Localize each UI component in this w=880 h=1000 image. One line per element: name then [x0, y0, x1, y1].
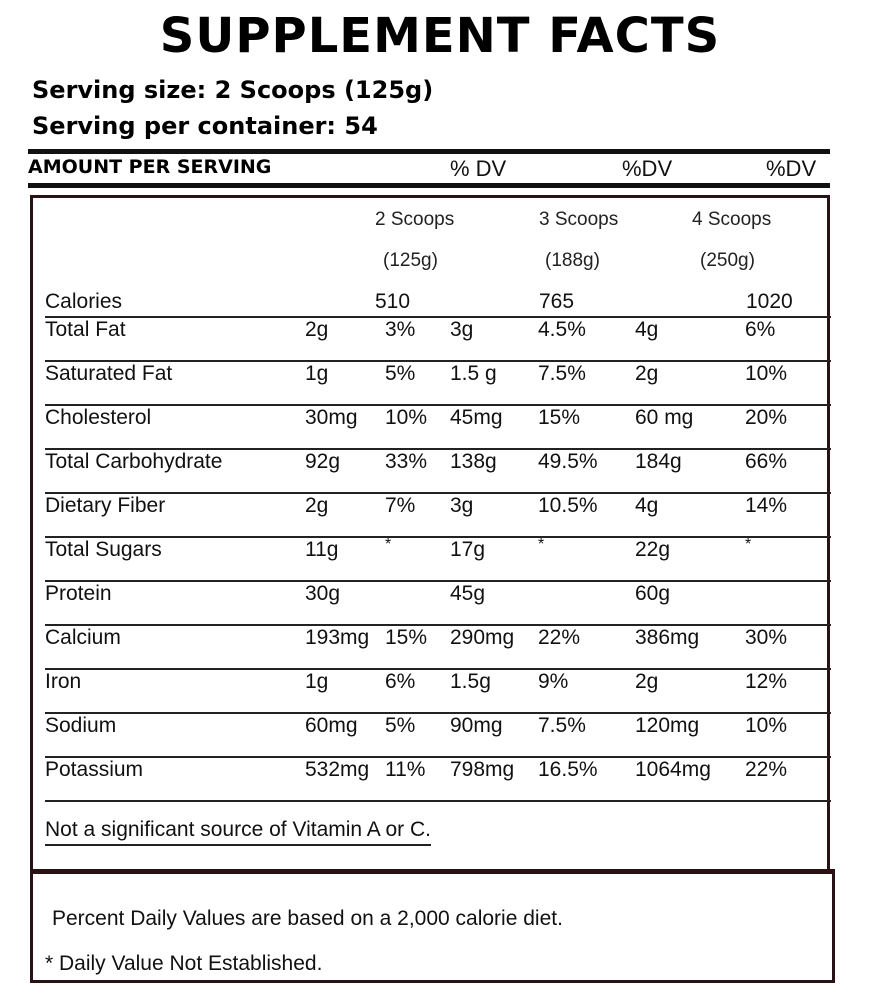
amount-cell: 184g: [635, 450, 682, 473]
dv-cell: 4.5%: [538, 318, 586, 341]
amount-cell: 798mg: [450, 758, 515, 781]
amount-cell: 30mg: [305, 406, 358, 429]
amount-cell: 1g: [305, 670, 329, 693]
amount-cell: 4g: [635, 494, 659, 517]
nutrient-name: Saturated Fat: [45, 362, 173, 385]
page-title: SUPPLEMENT FACTS: [159, 8, 721, 64]
dv-cell: 5%: [385, 714, 416, 737]
table-row: [45, 580, 831, 626]
dv-cell: 16.5%: [538, 758, 598, 781]
column-header-4-scoops: 4 Scoops: [692, 209, 772, 230]
column-header-2-scoops: 2 Scoops: [375, 209, 455, 230]
amount-cell: 2g: [635, 362, 659, 385]
dv-cell: 33%: [385, 450, 428, 473]
nutrient-name: Potassium: [45, 758, 144, 781]
table-row: [45, 536, 831, 582]
amount-cell: 92g: [305, 450, 341, 473]
dv-cell: *: [538, 536, 545, 553]
nutrient-name: Dietary Fiber: [45, 494, 166, 517]
amount-cell: 120mg: [635, 714, 700, 737]
dv-header-1: % DV: [450, 156, 507, 181]
amount-cell: 3g: [450, 494, 474, 517]
dv-cell: 22%: [745, 758, 788, 781]
amount-cell: 1g: [305, 362, 329, 385]
dv-header-3: %DV: [766, 156, 817, 181]
nutrient-name: Sodium: [45, 714, 117, 737]
nutrient-name: Protein: [45, 582, 112, 605]
dv-cell: 10.5%: [538, 494, 598, 517]
dv-cell: 30%: [745, 626, 788, 649]
table-row: [45, 448, 831, 494]
calories-value-3-scoops: 765: [539, 290, 575, 313]
dv-cell: 15%: [538, 406, 581, 429]
amount-cell: 60 mg: [635, 406, 694, 429]
amount-cell: 1064mg: [635, 758, 711, 781]
footnote-daily-values: Percent Daily Values are based on a 2,000 calorie diet.: [52, 907, 563, 930]
table-row: [45, 360, 831, 406]
table-row: [45, 492, 831, 538]
column-header-3-scoops: 3 Scoops: [539, 209, 619, 230]
amount-header-row: [28, 156, 830, 182]
dv-cell: 5%: [385, 362, 416, 385]
dv-cell: 3%: [385, 318, 416, 341]
dv-cell: 49.5%: [538, 450, 598, 473]
amount-cell: 532mg: [305, 758, 370, 781]
dv-cell: 6%: [745, 318, 776, 341]
dv-cell: 9%: [538, 670, 569, 693]
dv-cell: 12%: [745, 670, 788, 693]
dv-header-2: %DV: [622, 156, 673, 181]
amount-cell: 17g: [450, 538, 486, 561]
calories-value-4-scoops: 1020: [746, 290, 793, 313]
divider-top: [28, 149, 830, 154]
amount-cell: 1.5g: [450, 670, 491, 693]
amount-cell: 2g: [305, 318, 329, 341]
amount-cell: 386mg: [635, 626, 700, 649]
nutrient-name: Cholesterol: [45, 406, 152, 429]
amount-per-serving-label: AMOUNT PER SERVING: [28, 156, 272, 178]
dv-cell: 22%: [538, 626, 581, 649]
amount-cell: 193mg: [305, 626, 370, 649]
dv-cell: 10%: [745, 362, 788, 385]
dv-cell: 6%: [385, 670, 416, 693]
amount-cell: 138g: [450, 450, 497, 473]
calories-row: [45, 272, 831, 318]
table-row: [45, 712, 831, 758]
nutrient-name: Total Fat: [45, 318, 126, 341]
amount-cell: 22g: [635, 538, 671, 561]
amount-cell: 60g: [635, 582, 671, 605]
nutrient-name: Calcium: [45, 626, 121, 649]
amount-cell: 90mg: [450, 714, 503, 737]
dv-cell: *: [745, 536, 752, 553]
serving-size: Serving size: 2 Scoops (125g): [32, 76, 434, 104]
dv-cell: 7.5%: [538, 714, 586, 737]
vitamin-note: Not a significant source of Vitamin A or C.: [45, 818, 431, 846]
amount-cell: 45g: [450, 582, 486, 605]
dv-cell: 11%: [385, 758, 426, 781]
amount-cell: 45mg: [450, 406, 503, 429]
dv-cell: *: [385, 536, 392, 553]
servings-per-container: Serving per container: 54: [32, 112, 378, 140]
dv-cell: 14%: [745, 494, 788, 517]
table-row: [45, 624, 831, 670]
amount-cell: 60mg: [305, 714, 358, 737]
dv-cell: 20%: [745, 406, 788, 429]
amount-cell: 4g: [635, 318, 659, 341]
dv-cell: 7.5%: [538, 362, 586, 385]
column-weight-3-scoops: (188g): [545, 250, 600, 271]
amount-cell: 290mg: [450, 626, 515, 649]
calories-value-2-scoops: 510: [375, 290, 411, 313]
nutrient-name: Iron: [45, 670, 82, 693]
dv-cell: 10%: [745, 714, 788, 737]
table-row: [45, 316, 831, 362]
calories-label: Calories: [45, 290, 123, 313]
column-weight-2-scoops: (125g): [383, 250, 438, 271]
amount-cell: 2g: [635, 670, 659, 693]
table-row: [45, 404, 831, 450]
dv-cell: 10%: [385, 406, 428, 429]
amount-cell: 2g: [305, 494, 329, 517]
amount-cell: 11g: [305, 538, 339, 561]
dv-cell: 66%: [745, 450, 788, 473]
amount-cell: 30g: [305, 582, 341, 605]
divider-bottom: [28, 183, 830, 188]
amount-cell: 1.5 g: [450, 362, 497, 385]
column-weight-4-scoops: (250g): [700, 250, 755, 271]
amount-cell: 3g: [450, 318, 474, 341]
nutrient-name: Total Carbohydrate: [45, 450, 223, 473]
dv-cell: 7%: [385, 494, 416, 517]
footnote-not-established: * Daily Value Not Established.: [45, 952, 323, 975]
dv-cell: 15%: [385, 626, 428, 649]
table-row: [45, 756, 831, 802]
nutrient-name: Total Sugars: [45, 538, 162, 561]
table-row: [45, 668, 831, 714]
